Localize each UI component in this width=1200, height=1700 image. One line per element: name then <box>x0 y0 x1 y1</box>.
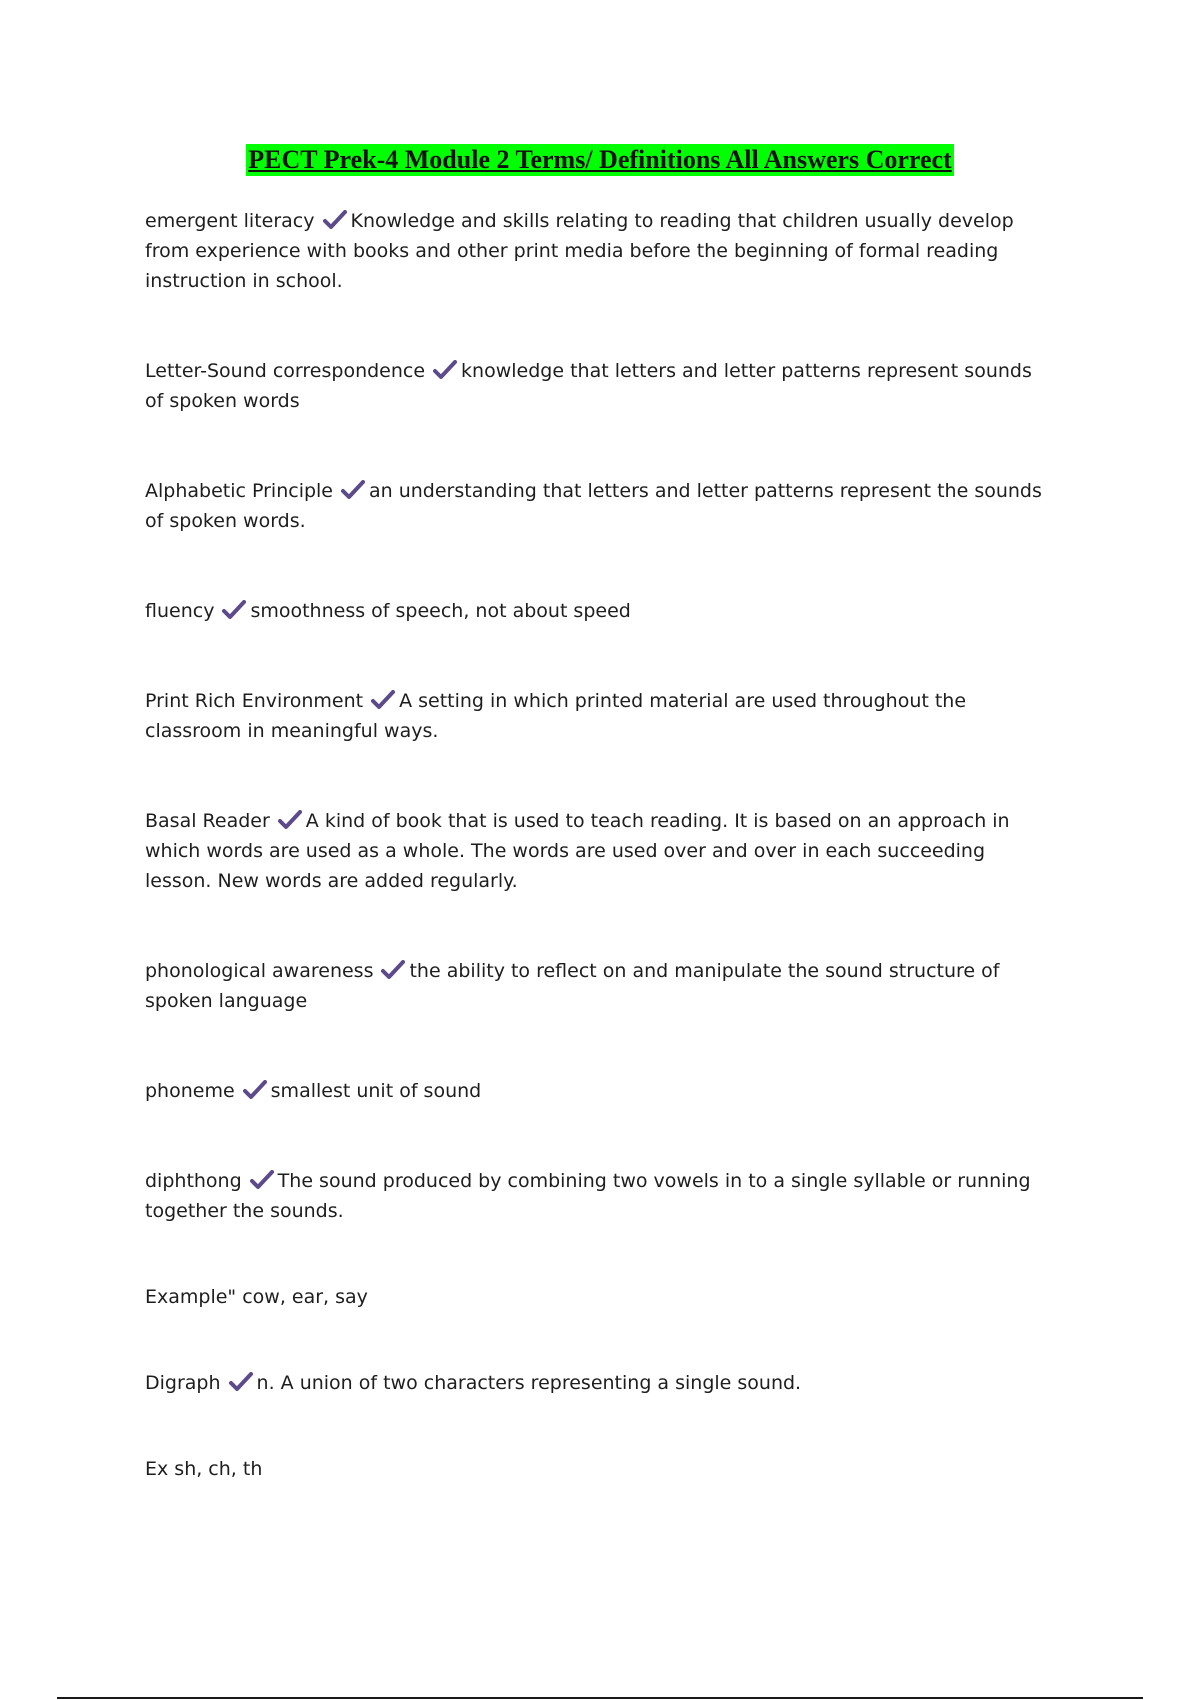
checkmark-icon <box>371 690 395 710</box>
entry-term: Print Rich Environment <box>145 690 364 712</box>
checkmark-icon <box>229 1372 253 1392</box>
checkmark-icon <box>341 480 365 500</box>
entry-term: fluency <box>145 600 215 622</box>
entry-fluency <box>145 596 1050 626</box>
entry-definition: the ability to reflect on and manipulate the sound structure of spoken language <box>145 960 1000 1012</box>
entry-definition: The sound produced by combining two vowels in to a single syllable or running together the sounds. <box>145 1170 1031 1222</box>
entries-list <box>145 206 1050 1484</box>
entry-print-rich-environment <box>145 686 1050 746</box>
entry-definition: smoothness of speech, not about speed <box>250 600 631 622</box>
entry-definition: n. A union of two characters representing a single sound. <box>256 1372 802 1394</box>
footer-divider <box>57 1697 1143 1699</box>
entry-definition: smallest unit of sound <box>270 1080 482 1102</box>
entry-alphabetic-principle <box>145 476 1050 536</box>
entry-term: Ex sh, ch, th <box>145 1458 263 1480</box>
entry-letter-sound-correspondence <box>145 356 1050 416</box>
entry-definition: A setting in which printed material are used throughout the classroom in meaningful ways. <box>145 690 967 742</box>
checkmark-icon <box>243 1080 267 1100</box>
entry-term: phonological awareness <box>145 960 374 982</box>
checkmark-icon <box>222 600 246 620</box>
entry-phoneme <box>145 1076 1050 1106</box>
entry-definition: knowledge that letters and letter patterns represent sounds of spoken words <box>145 360 1032 412</box>
entry-definition: an understanding that letters and letter patterns represent the sounds of spoken words. <box>145 480 1042 532</box>
entry-term: Example" cow, ear, say <box>145 1286 368 1308</box>
entry-term: phoneme <box>145 1080 235 1102</box>
entry-diphthong-example <box>145 1282 1050 1312</box>
entry-term: Digraph <box>145 1372 221 1394</box>
entry-term: emergent literacy <box>145 210 315 232</box>
entry-term: Letter-Sound correspondence <box>145 360 426 382</box>
entry-term: diphthong <box>145 1170 242 1192</box>
entry-definition: Knowledge and skills relating to reading that children usually develop from experience with books and other print media before the beginning of formal reading instruction in school. <box>145 210 1014 292</box>
entry-phonological-awareness <box>145 956 1050 1016</box>
checkmark-icon <box>250 1170 274 1190</box>
entry-definition: A kind of book that is used to teach reading. It is based on an approach in which words are used as a whole. The words are used over and over in each succeeding lesson. New words are added regularly. <box>145 810 1010 892</box>
entry-digraph <box>145 1368 1050 1398</box>
entry-diphthong <box>145 1166 1050 1226</box>
checkmark-icon <box>433 360 457 380</box>
checkmark-icon <box>323 210 347 230</box>
checkmark-icon <box>381 960 405 980</box>
entry-digraph-example <box>145 1454 1050 1484</box>
entry-emergent-literacy <box>145 206 1050 296</box>
title-wrap <box>0 144 1200 176</box>
page-title: PECT Prek-4 Module 2 Terms/ Definitions All Answers Correct <box>248 145 952 174</box>
entry-term: Basal Reader <box>145 810 270 832</box>
entry-basal-reader <box>145 806 1050 896</box>
checkmark-icon <box>278 810 302 830</box>
entry-term: Alphabetic Principle <box>145 480 333 502</box>
